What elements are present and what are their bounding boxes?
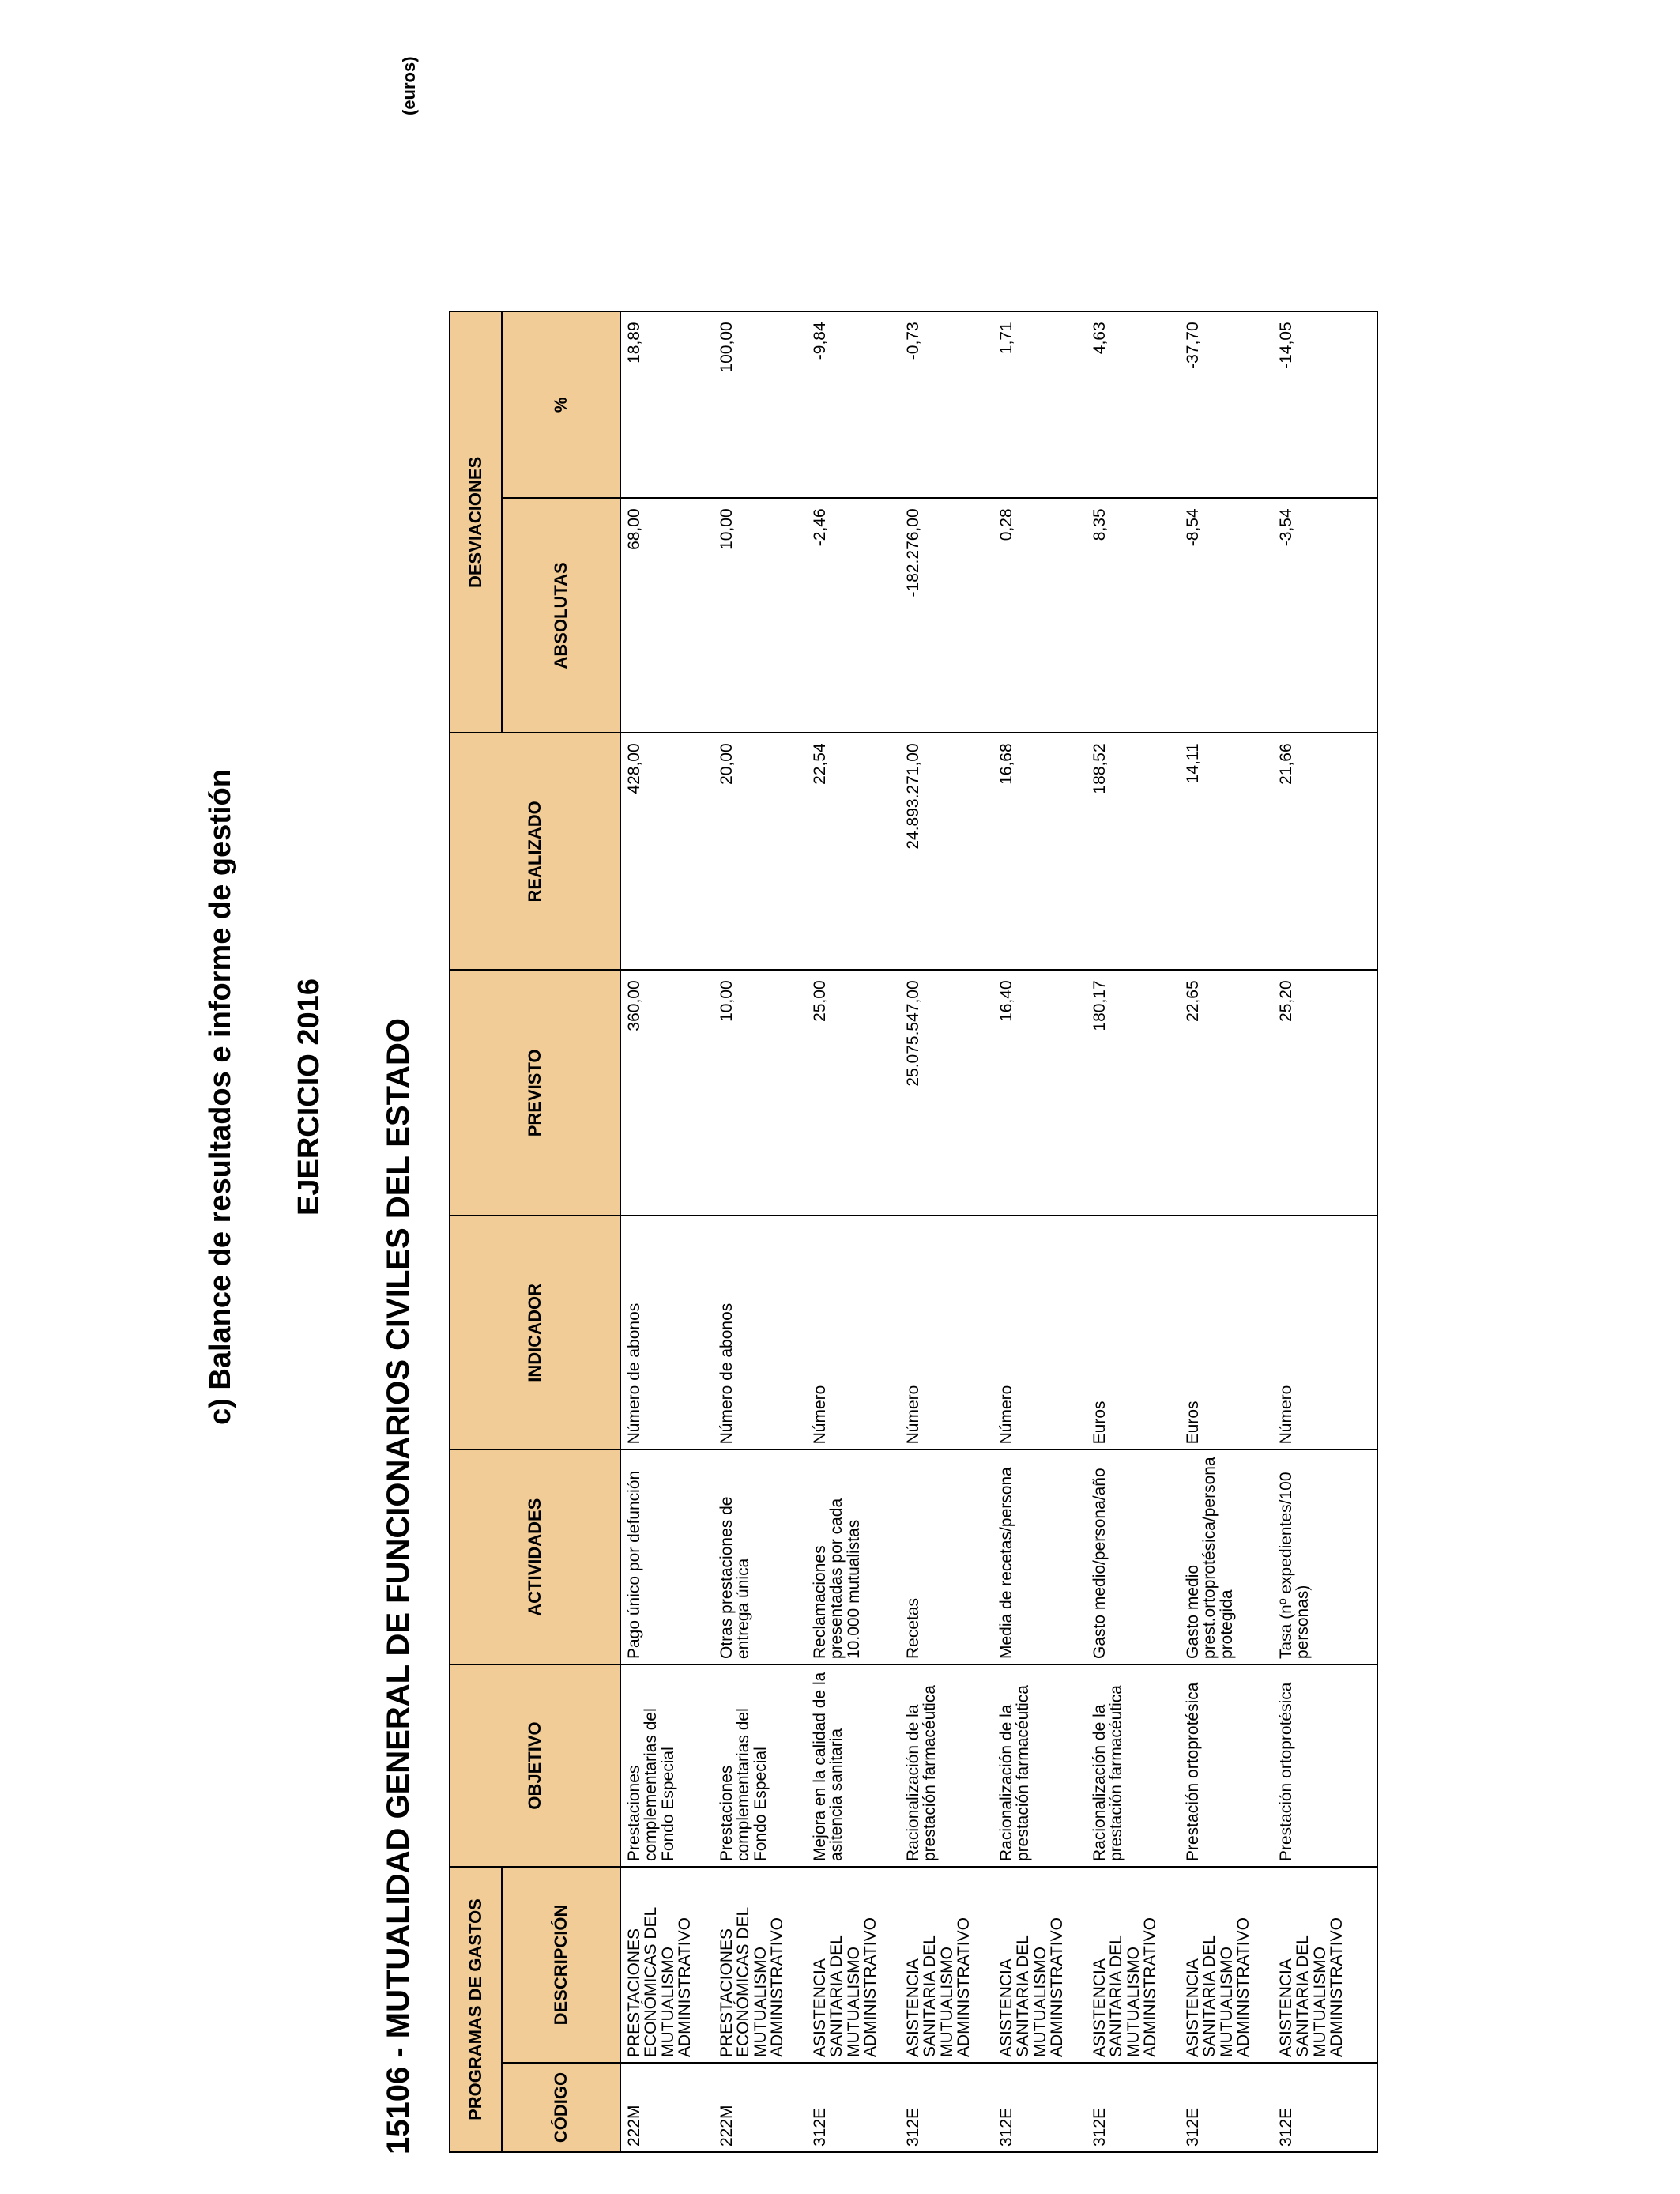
cell-indicator: Euros	[1180, 1216, 1273, 1449]
cell-achieved: 21,66	[1273, 733, 1377, 970]
header-indicator: INDICADOR	[450, 1216, 620, 1449]
units-label: (euros)	[399, 56, 419, 115]
header-activities: ACTIVIDADES	[450, 1449, 620, 1664]
cell-percent: -37,70	[1180, 311, 1273, 498]
cell-absolute: -3,54	[1273, 498, 1377, 733]
cell-percent: 4,63	[1087, 311, 1180, 498]
header-achieved: REALIZADO	[450, 733, 620, 970]
cell-planned: 16,40	[993, 970, 1087, 1216]
cell-percent: -9,84	[807, 311, 900, 498]
cell-code: 222M	[620, 2063, 714, 2152]
table-row	[993, 311, 1087, 2152]
cell-achieved: 20,00	[714, 733, 807, 970]
cell-percent: 1,71	[993, 311, 1087, 498]
cell-code: 312E	[807, 2063, 900, 2152]
cell-absolute: 68,00	[620, 498, 714, 733]
cell-activities: Reclamaciones presentadas por cada 10.000 mutualistas	[807, 1449, 900, 1664]
cell-indicator: Número	[900, 1216, 993, 1449]
cell-indicator: Número	[807, 1216, 900, 1449]
cell-description: ASISTENCIA SANITARIA DEL MUTUALISMO ADMINISTRATIVO	[807, 1867, 900, 2063]
header-description: DESCRIPCIÓN	[502, 1867, 620, 2063]
cell-objective: Racionalización de la prestación farmacéutica	[1087, 1664, 1180, 1867]
header-code: CÓDIGO	[502, 2063, 620, 2152]
table-row	[900, 311, 993, 2152]
cell-description: ASISTENCIA SANITARIA DEL MUTUALISMO ADMINISTRATIVO	[993, 1867, 1087, 2063]
cell-absolute: -2,46	[807, 498, 900, 733]
cell-absolute: 0,28	[993, 498, 1087, 733]
cell-objective: Racionalización de la prestación farmacéutica	[900, 1664, 993, 1867]
cell-code: 312E	[1087, 2063, 1180, 2152]
cell-planned: 10,00	[714, 970, 807, 1216]
table-row	[620, 311, 714, 2152]
header-objective: OBJETIVO	[450, 1664, 620, 1867]
cell-indicator: Número	[1273, 1216, 1377, 1449]
cell-achieved: 188,52	[1087, 733, 1180, 970]
deviations-group-header: DESVIACIONES	[450, 311, 502, 733]
year-title: EJERCICIO 2016	[292, 978, 326, 1216]
group-header-row	[450, 311, 502, 2152]
header-absolute: ABSOLUTAS	[502, 498, 620, 733]
table-row	[807, 311, 900, 2152]
programs-group-header: PROGRAMAS DE GASTOS	[450, 1867, 502, 2152]
cell-planned: 22,65	[1180, 970, 1273, 1216]
cell-indicator: Euros	[1087, 1216, 1180, 1449]
cell-planned: 25,00	[807, 970, 900, 1216]
cell-planned: 25,20	[1273, 970, 1377, 1216]
header-percent: %	[502, 311, 620, 498]
cell-objective: Prestaciones complementarias del Fondo Especial	[620, 1664, 714, 1867]
cell-activities: Recetas	[900, 1449, 993, 1664]
cell-description: PRESTACIONES ECONÓMICAS DEL MUTUALISMO ADMINISTRATIVO	[714, 1867, 807, 2063]
cell-activities: Media de recetas/persona	[993, 1449, 1087, 1664]
table-row	[714, 311, 807, 2152]
cell-absolute: 8,35	[1087, 498, 1180, 733]
cell-achieved: 14,11	[1180, 733, 1273, 970]
cell-planned: 25.075.547,00	[900, 970, 993, 1216]
results-table	[449, 311, 1378, 2153]
cell-objective: Mejora en la calidad de la asitencia sanitaria	[807, 1664, 900, 1867]
cell-description: ASISTENCIA SANITARIA DEL MUTUALISMO ADMINISTRATIVO	[1180, 1867, 1273, 2063]
cell-absolute: -182.276,00	[900, 498, 993, 733]
cell-achieved: 24.893.271,00	[900, 733, 993, 970]
cell-planned: 180,17	[1087, 970, 1180, 1216]
table-row	[1273, 311, 1377, 2152]
cell-percent: 100,00	[714, 311, 807, 498]
cell-objective: Racionalización de la prestación farmacéutica	[993, 1664, 1087, 1867]
cell-achieved: 22,54	[807, 733, 900, 970]
cell-objective: Prestación ortoprotésica	[1273, 1664, 1377, 1867]
section-title: c) Balance de resultados e informe de gestión	[204, 769, 237, 1425]
cell-description: ASISTENCIA SANITARIA DEL MUTUALISMO ADMINISTRATIVO	[1087, 1867, 1180, 2063]
cell-activities: Gasto medio/persona/año	[1087, 1449, 1180, 1664]
cell-code: 312E	[993, 2063, 1087, 2152]
cell-achieved: 16,68	[993, 733, 1087, 970]
cell-percent: -14,05	[1273, 311, 1377, 498]
cell-code: 312E	[1273, 2063, 1377, 2152]
cell-absolute: 10,00	[714, 498, 807, 733]
cell-planned: 360,00	[620, 970, 714, 1216]
cell-description: ASISTENCIA SANITARIA DEL MUTUALISMO ADMINISTRATIVO	[900, 1867, 993, 2063]
cell-code: 312E	[900, 2063, 993, 2152]
entity-title: 15106 - MUTUALIDAD GENERAL DE FUNCIONARIOS CIVILES DEL ESTADO	[381, 1018, 416, 2154]
cell-indicator: Número	[993, 1216, 1087, 1449]
cell-percent: -0,73	[900, 311, 993, 498]
cell-absolute: -8,54	[1180, 498, 1273, 733]
cell-code: 222M	[714, 2063, 807, 2152]
cell-description: PRESTACIONES ECONÓMICAS DEL MUTUALISMO ADMINISTRATIVO	[620, 1867, 714, 2063]
cell-activities: Tasa (nº expedientes/100 personas)	[1273, 1449, 1377, 1664]
cell-activities: Gasto medio prest.ortoprotésica/persona protegida	[1180, 1449, 1273, 1664]
header-planned: PREVISTO	[450, 970, 620, 1216]
cell-code: 312E	[1180, 2063, 1273, 2152]
cell-percent: 18,89	[620, 311, 714, 498]
cell-achieved: 428,00	[620, 733, 714, 970]
cell-objective: Prestación ortoprotésica	[1180, 1664, 1273, 1867]
cell-activities: Otras prestaciones de entrega única	[714, 1449, 807, 1664]
table-row	[1180, 311, 1273, 2152]
table-row	[1087, 311, 1180, 2152]
cell-indicator: Número de abonos	[714, 1216, 807, 1449]
cell-objective: Prestaciones complementarias del Fondo Especial	[714, 1664, 807, 1867]
cell-indicator: Número de abonos	[620, 1216, 714, 1449]
cell-activities: Pago único por defunción	[620, 1449, 714, 1664]
cell-description: ASISTENCIA SANITARIA DEL MUTUALISMO ADMINISTRATIVO	[1273, 1867, 1377, 2063]
